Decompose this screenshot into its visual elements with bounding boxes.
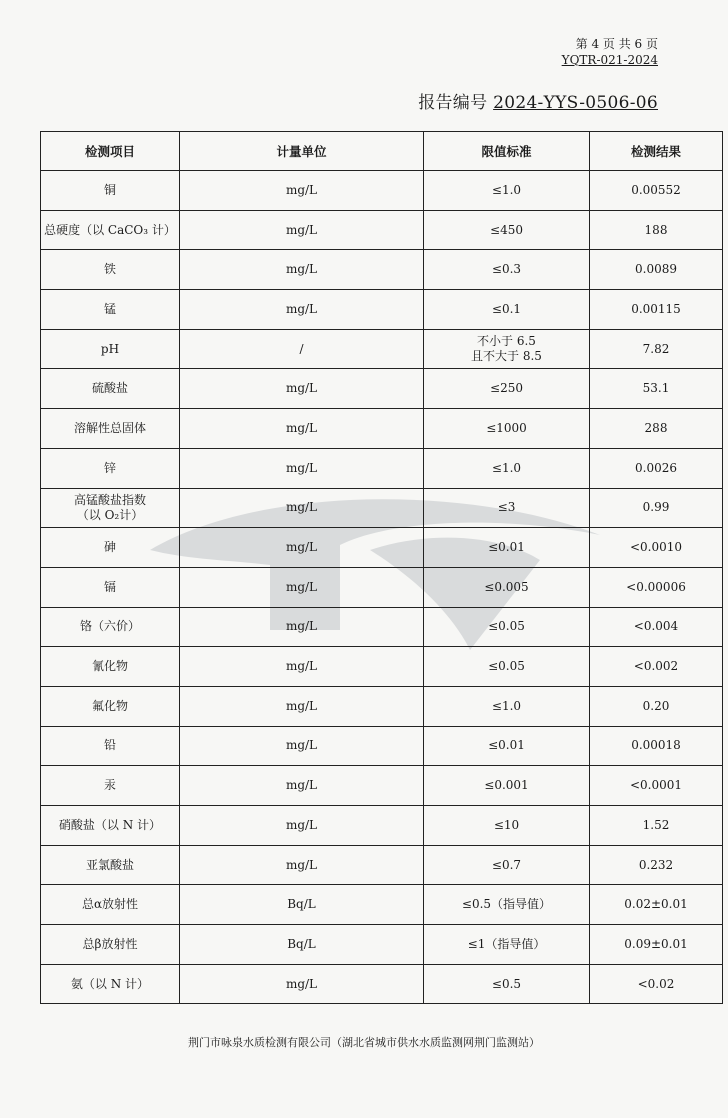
cell-result: 53.1 bbox=[590, 369, 723, 409]
table-row bbox=[41, 885, 723, 925]
table-row bbox=[41, 409, 723, 449]
header-result: 检测结果 bbox=[590, 132, 723, 171]
table-row bbox=[41, 964, 723, 1004]
cell-result: 0.00115 bbox=[590, 290, 723, 330]
cell-item: 高锰酸盐指数 （以 O₂计） bbox=[41, 488, 180, 528]
page-meta bbox=[562, 36, 658, 68]
table-row bbox=[41, 806, 723, 846]
report-number-label: 报告编号 bbox=[418, 93, 494, 113]
table-header-row bbox=[41, 132, 723, 171]
cell-result: <0.00006 bbox=[590, 567, 723, 607]
cell-unit: mg/L bbox=[180, 448, 424, 488]
cell-unit: mg/L bbox=[180, 806, 424, 846]
cell-result: 7.82 bbox=[590, 329, 723, 369]
table-row bbox=[41, 607, 723, 647]
cell-item: 氰化物 bbox=[41, 647, 180, 687]
header-item: 检测项目 bbox=[41, 132, 180, 171]
cell-unit: Bq/L bbox=[180, 925, 424, 965]
cell-unit: mg/L bbox=[180, 567, 424, 607]
cell-item: 亚氯酸盐 bbox=[41, 845, 180, 885]
cell-item: 镉 bbox=[41, 567, 180, 607]
cell-item: 铬（六价） bbox=[41, 607, 180, 647]
cell-limit: ≤0.05 bbox=[424, 607, 590, 647]
report-number-value: 2024-YYS-0506-06 bbox=[493, 93, 658, 113]
cell-item: 硝酸盐（以 N 计） bbox=[41, 806, 180, 846]
cell-result: <0.0001 bbox=[590, 766, 723, 806]
document-code: YQTR-021-2024 bbox=[561, 53, 658, 67]
cell-limit: ≤1（指导值） bbox=[424, 925, 590, 965]
cell-limit: ≤450 bbox=[424, 210, 590, 250]
cell-unit: mg/L bbox=[180, 726, 424, 766]
cell-item: 氟化物 bbox=[41, 686, 180, 726]
cell-limit: ≤0.3 bbox=[424, 250, 590, 290]
cell-limit: 不小于 6.5 且不大于 8.5 bbox=[424, 329, 590, 369]
cell-limit: ≤3 bbox=[424, 488, 590, 528]
table-row bbox=[41, 448, 723, 488]
cell-result: 188 bbox=[590, 210, 723, 250]
cell-unit: mg/L bbox=[180, 964, 424, 1004]
cell-result: 0.99 bbox=[590, 488, 723, 528]
cell-result: 0.0026 bbox=[590, 448, 723, 488]
cell-result: 0.02±0.01 bbox=[590, 885, 723, 925]
cell-limit: ≤250 bbox=[424, 369, 590, 409]
cell-item: 铁 bbox=[41, 250, 180, 290]
cell-limit: ≤0.005 bbox=[424, 567, 590, 607]
table-row bbox=[41, 250, 723, 290]
cell-unit: mg/L bbox=[180, 607, 424, 647]
cell-unit: mg/L bbox=[180, 369, 424, 409]
cell-item: pH bbox=[41, 329, 180, 369]
cell-result: 0.09±0.01 bbox=[590, 925, 723, 965]
table-row bbox=[41, 567, 723, 607]
cell-unit: mg/L bbox=[180, 290, 424, 330]
cell-result: <0.002 bbox=[590, 647, 723, 687]
table-row bbox=[41, 329, 723, 369]
table-row bbox=[41, 290, 723, 330]
cell-unit: mg/L bbox=[180, 766, 424, 806]
table-row bbox=[41, 845, 723, 885]
cell-unit: mg/L bbox=[180, 845, 424, 885]
results-table bbox=[40, 131, 723, 1004]
table-row bbox=[41, 171, 723, 211]
cell-result: <0.0010 bbox=[590, 528, 723, 568]
table-body bbox=[41, 171, 723, 1004]
cell-result: 0.20 bbox=[590, 686, 723, 726]
cell-unit: mg/L bbox=[180, 647, 424, 687]
cell-limit: ≤0.5（指导值） bbox=[424, 885, 590, 925]
cell-unit: mg/L bbox=[180, 409, 424, 449]
cell-result: 0.232 bbox=[590, 845, 723, 885]
cell-item: 总α放射性 bbox=[41, 885, 180, 925]
cell-result: <0.004 bbox=[590, 607, 723, 647]
table-row bbox=[41, 766, 723, 806]
cell-limit: ≤0.01 bbox=[424, 726, 590, 766]
cell-item: 硫酸盐 bbox=[41, 369, 180, 409]
table-row bbox=[41, 488, 723, 528]
page-number: 第 4 页 共 6 页 bbox=[575, 37, 658, 51]
table-row bbox=[41, 686, 723, 726]
cell-limit: ≤0.5 bbox=[424, 964, 590, 1004]
cell-unit: mg/L bbox=[180, 528, 424, 568]
table-row bbox=[41, 369, 723, 409]
cell-unit: mg/L bbox=[180, 171, 424, 211]
cell-result: 1.52 bbox=[590, 806, 723, 846]
cell-result: 288 bbox=[590, 409, 723, 449]
cell-limit: ≤1.0 bbox=[424, 171, 590, 211]
table-row bbox=[41, 925, 723, 965]
cell-item: 砷 bbox=[41, 528, 180, 568]
cell-unit: mg/L bbox=[180, 210, 424, 250]
cell-item: 铅 bbox=[41, 726, 180, 766]
cell-item: 总β放射性 bbox=[41, 925, 180, 965]
table-row bbox=[41, 647, 723, 687]
cell-result: 0.0089 bbox=[590, 250, 723, 290]
cell-result: <0.02 bbox=[590, 964, 723, 1004]
header-limit: 限值标准 bbox=[424, 132, 590, 171]
cell-limit: ≤10 bbox=[424, 806, 590, 846]
cell-limit: ≤0.05 bbox=[424, 647, 590, 687]
cell-limit: ≤0.001 bbox=[424, 766, 590, 806]
footer-company: 荆门市咏泉水质检测有限公司（湖北省城市供水水质监测网荆门监测站） bbox=[188, 1036, 540, 1049]
cell-item: 溶解性总固体 bbox=[41, 409, 180, 449]
cell-item: 氨（以 N 计） bbox=[41, 964, 180, 1004]
cell-limit: ≤1000 bbox=[424, 409, 590, 449]
report-number bbox=[418, 88, 658, 113]
cell-limit: ≤1.0 bbox=[424, 448, 590, 488]
cell-limit: ≤0.7 bbox=[424, 845, 590, 885]
cell-item: 汞 bbox=[41, 766, 180, 806]
cell-unit: Bq/L bbox=[180, 885, 424, 925]
cell-limit: ≤0.01 bbox=[424, 528, 590, 568]
cell-item: 锰 bbox=[41, 290, 180, 330]
cell-result: 0.00552 bbox=[590, 171, 723, 211]
cell-limit: ≤1.0 bbox=[424, 686, 590, 726]
table-row bbox=[41, 726, 723, 766]
cell-unit: / bbox=[180, 329, 424, 369]
table-row bbox=[41, 210, 723, 250]
header-unit: 计量单位 bbox=[180, 132, 424, 171]
cell-item: 总硬度（以 CaCO₃ 计） bbox=[41, 210, 180, 250]
cell-item: 铜 bbox=[41, 171, 180, 211]
cell-unit: mg/L bbox=[180, 250, 424, 290]
cell-unit: mg/L bbox=[180, 488, 424, 528]
cell-result: 0.00018 bbox=[590, 726, 723, 766]
table-row bbox=[41, 528, 723, 568]
cell-item: 锌 bbox=[41, 448, 180, 488]
cell-limit: ≤0.1 bbox=[424, 290, 590, 330]
cell-unit: mg/L bbox=[180, 686, 424, 726]
